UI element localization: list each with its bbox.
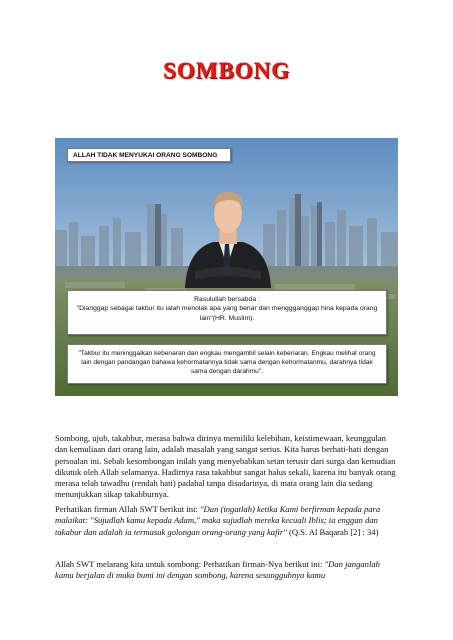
quote-box: "Takbur itu meninggalkan kebenaran dan engkau mengambil selain kebenaran. Engkau melihat orang lain dengan pandangan bahawa kehormatannya tidak sama dengan kehormatanmu, darahnya tidak sama dengan darahmu".	[67, 344, 387, 384]
poster-label-top: ALLAH TIDAK MENYUKAI ORANG SOMBONG	[67, 148, 231, 162]
paragraph-2-ref: (Q.S. Al Baqarah [2] : 34)	[286, 526, 379, 537]
page-title: SOMBONG	[162, 58, 291, 83]
paragraph-3-intro: Allah SWT melarang kita untuk sombong: Perhatikan firman-Nya berikut ini:	[55, 559, 325, 569]
paragraph-3	[55, 559, 400, 582]
hadith-box	[67, 290, 387, 335]
paragraph-3-quote: "Dan janganlah kamu berjalan di muka bumi ini dengan sombong, karena sesungguhnya kamu	[55, 559, 380, 581]
paragraph-2-quote: "Dan (ingatlah) ketika Kami berfirman kepada para malaikat: "Sujudlah kamu kepada Adam," maka sujudlah mereka kecuali Iblis; ia enggan dan takabur dan adalah ia termasuk golongan orang-orang yang kafir"	[55, 504, 381, 537]
poster-image	[55, 138, 398, 396]
paragraph-2	[55, 504, 400, 538]
hadith-heading: Rasulullah bersabda :	[194, 296, 260, 303]
paragraph-1: Sombong, ujub, takabbur, merasa bahwa dirinya memiliki kelebihan, keistimewaan, keunggulan dan kemuliaan dari orang lain, adalah masalah yang sangat serius. Kita harus berhati-hati dengan persoalan ini. Sebab kesombongan inilah yang menyebabkan setan terusir dari surga dan kemudian dikutuk oleh Allah selamanya. Hadirnya rasa takabbur sangat halus sekali, karena itu banyak orang merasa telah tawadhu (rendah hati) padahal tanpa disadarinya, di mata orang lain dia sedang menunjukkan sikap takabburnya.	[55, 433, 396, 500]
hadith-text: "Dianggap sebagai takbur itu ialah menolak apa yang benar dan menggganggap hina kepada orang lain"(HR. Muslim).	[76, 305, 378, 322]
paragraph-2-intro: Perhatikan firman Allah SWT berikut ini:	[55, 504, 200, 514]
